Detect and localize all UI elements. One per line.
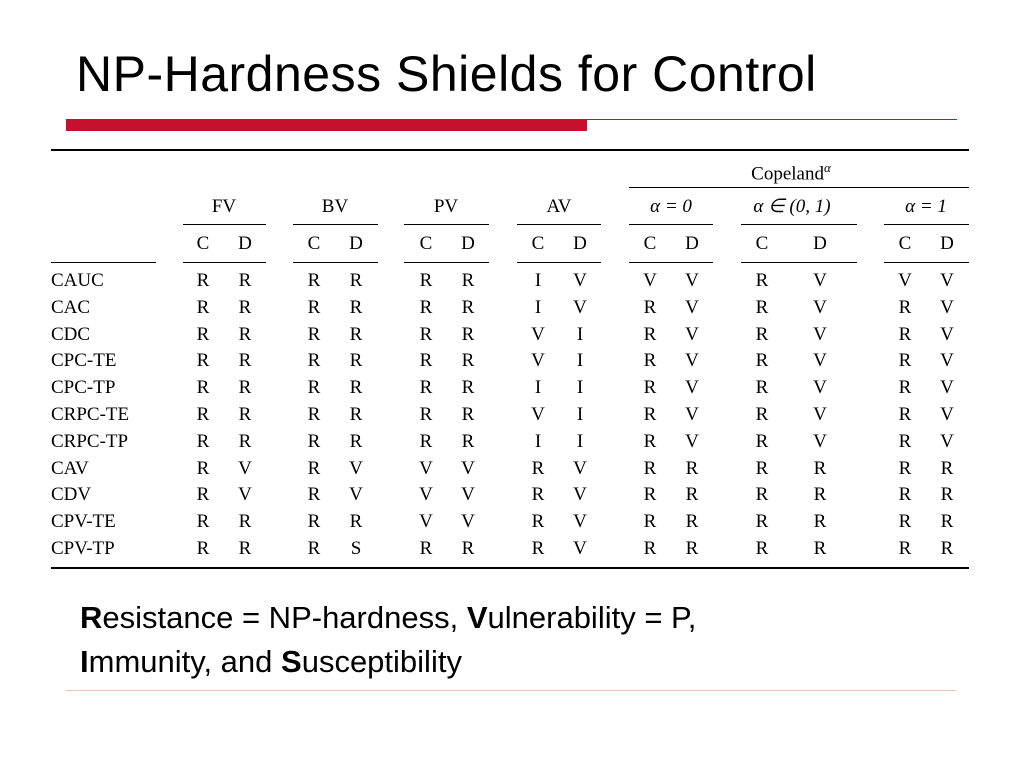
row-label: CAC	[51, 297, 91, 318]
table-cell: R	[307, 431, 321, 452]
subcolumn-header: C	[531, 233, 545, 254]
copeland-rule	[629, 187, 969, 188]
legend-s-letter: S	[281, 644, 302, 679]
subcolumn-header: D	[349, 233, 363, 254]
table-cell: R	[940, 458, 954, 479]
group-underline	[629, 224, 713, 225]
table-cell: R	[461, 404, 475, 425]
group-header: α = 0	[650, 196, 692, 217]
copeland-label: Copeland	[751, 163, 824, 185]
table-cell: R	[898, 431, 912, 452]
table-cell: V	[461, 511, 475, 532]
table-cell: S	[350, 538, 362, 559]
table-cell: R	[349, 324, 363, 345]
group-underline	[884, 224, 969, 225]
table-cell: R	[461, 297, 475, 318]
table-cell: R	[307, 404, 321, 425]
table-cell: R	[349, 511, 363, 532]
row-label: CAV	[51, 458, 89, 479]
label-column-rule	[51, 262, 156, 263]
table-cell: R	[755, 458, 769, 479]
table-cell: R	[349, 270, 363, 291]
subheader-underline	[293, 262, 378, 263]
table-cell: V	[419, 458, 433, 479]
table-bottom-rule	[51, 567, 969, 569]
table-cell: V	[685, 270, 699, 291]
table-cell: I	[534, 377, 542, 398]
subcolumn-header: D	[940, 233, 954, 254]
subcolumn-header: C	[643, 233, 657, 254]
table-cell: R	[685, 458, 699, 479]
subcolumn-header: C	[755, 233, 769, 254]
row-label: CRPC-TP	[51, 431, 129, 452]
legend-v-text: ulnerability = P,	[487, 600, 697, 635]
table-cell: I	[576, 404, 584, 425]
group-underline	[404, 224, 489, 225]
subheader-underline	[741, 262, 857, 263]
group-header: FV	[211, 196, 237, 217]
table-cell: R	[755, 297, 769, 318]
table-cell: R	[238, 377, 252, 398]
table-cell: V	[573, 270, 587, 291]
group-header: α ∈ (0, 1)	[753, 196, 831, 217]
table-cell: V	[349, 458, 363, 479]
table-cell: R	[813, 458, 827, 479]
table-cell: R	[898, 458, 912, 479]
subcolumn-header: D	[813, 233, 827, 254]
subcolumn-header: C	[307, 233, 321, 254]
table-cell: R	[307, 350, 321, 371]
legend-v-letter: V	[466, 600, 488, 635]
subheader-underline	[629, 262, 713, 263]
table-cell: R	[196, 297, 210, 318]
table-cell: R	[643, 538, 657, 559]
table-cell: V	[685, 404, 699, 425]
table-cell: R	[349, 431, 363, 452]
row-label: CRPC-TE	[51, 404, 130, 425]
subcolumn-header: D	[685, 233, 699, 254]
row-label: CPC-TE	[51, 350, 117, 371]
table-cell: R	[813, 484, 827, 505]
table-cell: R	[238, 297, 252, 318]
table-cell: V	[419, 511, 433, 532]
row-label: CDC	[51, 324, 91, 345]
table-cell: R	[940, 511, 954, 532]
table-cell: R	[419, 350, 433, 371]
table-cell: R	[307, 484, 321, 505]
legend-i-text: mmunity, and	[88, 644, 282, 679]
table-cell: R	[238, 324, 252, 345]
table-cell: R	[755, 377, 769, 398]
table-cell: R	[419, 377, 433, 398]
table-cell: I	[576, 377, 584, 398]
table-cell: V	[940, 270, 954, 291]
table-cell: R	[898, 404, 912, 425]
table-cell: V	[813, 324, 827, 345]
table-cell: V	[349, 484, 363, 505]
table-cell: V	[573, 297, 587, 318]
subcolumn-header: D	[461, 233, 475, 254]
table-cell: R	[238, 350, 252, 371]
legend-line-2	[80, 640, 696, 684]
table-cell: R	[349, 404, 363, 425]
table-cell: R	[238, 538, 252, 559]
legend-r-letter: R	[80, 600, 103, 635]
group-header: PV	[433, 196, 459, 217]
table-cell: I	[576, 350, 584, 371]
row-label: CPV-TP	[51, 538, 115, 559]
subcolumn-header: C	[196, 233, 210, 254]
table-cell: I	[534, 270, 542, 291]
table-cell: R	[196, 458, 210, 479]
table-cell: V	[461, 458, 475, 479]
table-cell: R	[531, 484, 545, 505]
table-cell: R	[813, 538, 827, 559]
table-cell: V	[940, 404, 954, 425]
table-cell: R	[898, 538, 912, 559]
table-cell: R	[898, 350, 912, 371]
table-cell: R	[307, 458, 321, 479]
table-cell: R	[307, 511, 321, 532]
legend	[80, 596, 696, 684]
table-cell: R	[755, 270, 769, 291]
subcolumn-header: D	[238, 233, 252, 254]
table-cell: V	[940, 324, 954, 345]
table-cell: V	[573, 511, 587, 532]
table-cell: R	[419, 538, 433, 559]
table-cell: R	[461, 431, 475, 452]
table-cell: R	[643, 324, 657, 345]
group-header: AV	[546, 196, 572, 217]
table-cell: R	[349, 377, 363, 398]
table-cell: V	[813, 377, 827, 398]
table-cell: R	[349, 297, 363, 318]
table-cell: R	[643, 484, 657, 505]
group-underline	[183, 224, 266, 225]
table-cell: R	[755, 511, 769, 532]
table-cell: V	[940, 377, 954, 398]
table-cell: V	[531, 350, 545, 371]
table-cell: R	[196, 484, 210, 505]
table-cell: V	[531, 324, 545, 345]
table-cell: R	[643, 404, 657, 425]
subheader-underline	[884, 262, 969, 263]
table-cell: V	[531, 404, 545, 425]
legend-r-text: esistance = NP-hardness,	[102, 600, 467, 635]
table-cell: R	[755, 350, 769, 371]
table-cell: V	[461, 484, 475, 505]
table-cell: V	[573, 484, 587, 505]
table-cell: R	[643, 297, 657, 318]
table-cell: R	[196, 538, 210, 559]
table-cell: R	[531, 538, 545, 559]
subheader-underline	[404, 262, 489, 263]
table-cell: R	[898, 377, 912, 398]
row-label: CPC-TP	[51, 377, 116, 398]
table-cell: V	[813, 404, 827, 425]
table-cell: R	[643, 511, 657, 532]
table-cell: I	[534, 297, 542, 318]
table-cell: V	[940, 431, 954, 452]
table-cell: V	[898, 270, 912, 291]
table-cell: V	[940, 297, 954, 318]
legend-line-1	[80, 596, 696, 640]
table-cell: R	[755, 404, 769, 425]
table-cell: V	[685, 350, 699, 371]
table-cell: R	[685, 484, 699, 505]
slide-title: NP-Hardness Shields for Control	[76, 46, 817, 102]
table-cell: I	[576, 324, 584, 345]
group-underline	[741, 224, 857, 225]
legend-i-letter: I	[80, 644, 89, 679]
table-cell: R	[685, 511, 699, 532]
legend-s-text: usceptibility	[301, 644, 462, 679]
table-cell: R	[196, 377, 210, 398]
table-cell: R	[196, 324, 210, 345]
table-cell: R	[755, 324, 769, 345]
table-cell: R	[196, 511, 210, 532]
table-cell: V	[238, 458, 252, 479]
table-cell: I	[576, 431, 584, 452]
copeland-superscript: α	[824, 160, 831, 175]
table-cell: R	[898, 324, 912, 345]
table-cell: R	[531, 458, 545, 479]
table-cell: R	[755, 484, 769, 505]
group-underline	[293, 224, 378, 225]
table-cell: R	[196, 350, 210, 371]
table-cell: R	[307, 377, 321, 398]
table-cell: R	[461, 324, 475, 345]
subcolumn-header: C	[419, 233, 433, 254]
table-cell: R	[898, 297, 912, 318]
table-cell: R	[238, 270, 252, 291]
table-cell: R	[238, 511, 252, 532]
table-cell: R	[196, 270, 210, 291]
table-cell: R	[461, 538, 475, 559]
table-cell: V	[573, 458, 587, 479]
table-cell: R	[461, 377, 475, 398]
table-cell: V	[813, 270, 827, 291]
table-cell: V	[813, 431, 827, 452]
subheader-underline	[517, 262, 601, 263]
row-label: CAUC	[51, 270, 104, 291]
table-cell: R	[419, 297, 433, 318]
table-cell: V	[419, 484, 433, 505]
copeland-header	[751, 157, 831, 185]
table-cell: R	[813, 511, 827, 532]
table-cell: V	[573, 538, 587, 559]
table-cell: V	[940, 350, 954, 371]
table-cell: R	[238, 404, 252, 425]
table-cell: R	[307, 538, 321, 559]
table-cell: V	[685, 377, 699, 398]
table-cell: R	[461, 270, 475, 291]
table-cell: I	[534, 431, 542, 452]
row-label: CPV-TE	[51, 511, 116, 532]
table-cell: V	[685, 324, 699, 345]
subcolumn-header: D	[573, 233, 587, 254]
table-cell: V	[813, 350, 827, 371]
table-top-rule	[51, 149, 969, 151]
table-cell: R	[461, 350, 475, 371]
table-cell: R	[643, 377, 657, 398]
table-cell: R	[643, 350, 657, 371]
subheader-underline	[183, 262, 266, 263]
table-cell: R	[643, 458, 657, 479]
table-cell: R	[531, 511, 545, 532]
table-cell: V	[813, 297, 827, 318]
table-cell: R	[419, 431, 433, 452]
table-cell: R	[196, 404, 210, 425]
table-cell: R	[307, 324, 321, 345]
table-cell: R	[898, 511, 912, 532]
table-cell: R	[307, 270, 321, 291]
row-label: CDV	[51, 484, 92, 505]
table-cell: R	[940, 538, 954, 559]
table-cell: R	[685, 538, 699, 559]
table-cell: R	[643, 431, 657, 452]
table-cell: R	[349, 350, 363, 371]
table-cell: R	[419, 270, 433, 291]
table-cell: R	[755, 538, 769, 559]
table-cell: R	[419, 404, 433, 425]
footer-divider	[66, 690, 956, 691]
group-header: BV	[321, 196, 349, 217]
table-cell: R	[307, 297, 321, 318]
table-cell: R	[238, 431, 252, 452]
table-cell: R	[898, 484, 912, 505]
table-cell: V	[685, 297, 699, 318]
table-cell: V	[685, 431, 699, 452]
group-header: α = 1	[905, 196, 947, 217]
table-cell: R	[940, 484, 954, 505]
group-underline	[517, 224, 601, 225]
table-cell: R	[419, 324, 433, 345]
table-cell: R	[196, 431, 210, 452]
table-cell: V	[643, 270, 657, 291]
table-cell: R	[755, 431, 769, 452]
subcolumn-header: C	[898, 233, 912, 254]
table-cell: V	[238, 484, 252, 505]
